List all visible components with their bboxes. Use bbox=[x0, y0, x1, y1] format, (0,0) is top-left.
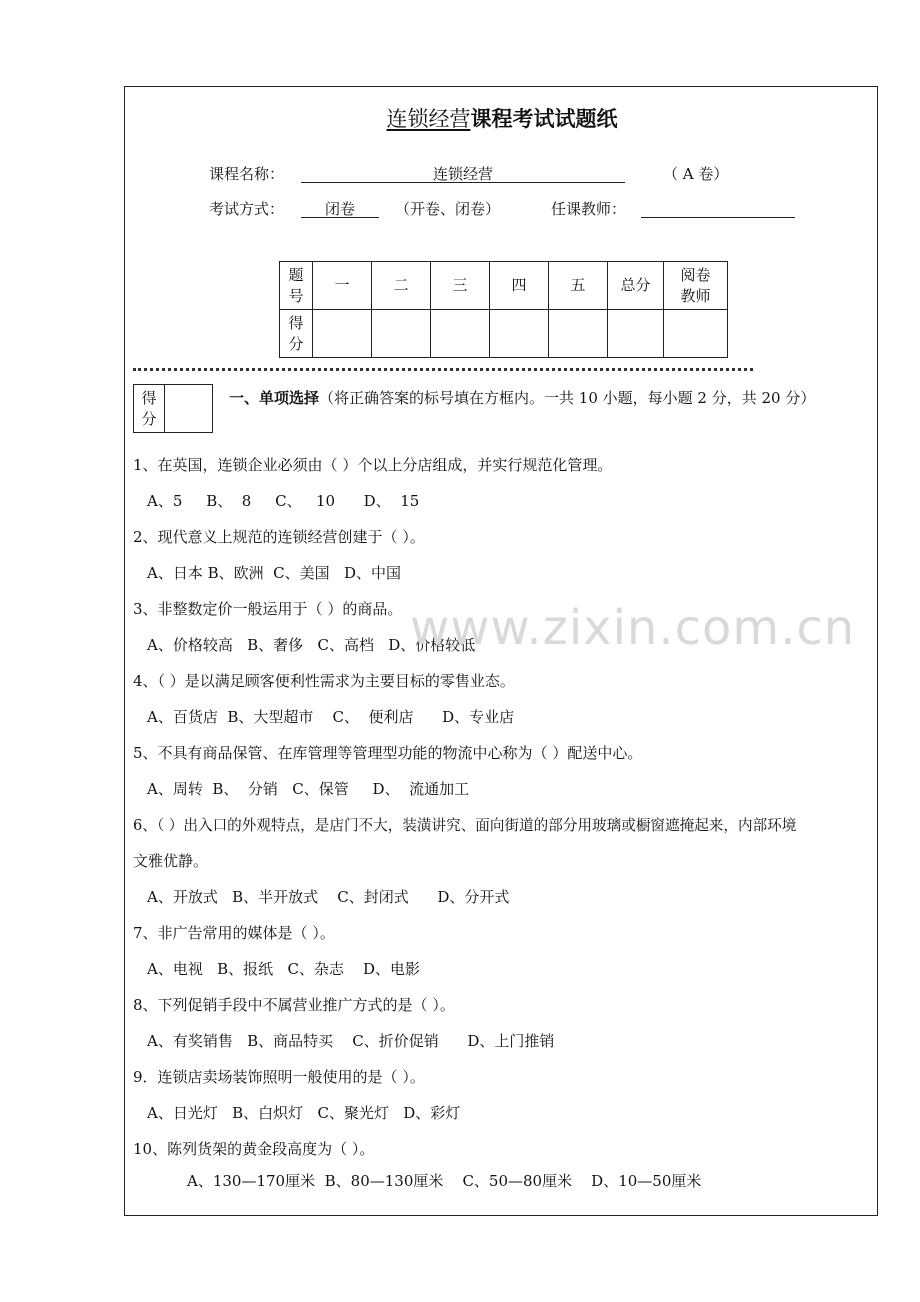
page-title bbox=[125, 103, 879, 133]
score-cell-4[interactable] bbox=[490, 310, 549, 358]
dotted-separator bbox=[133, 368, 753, 371]
section1-title: 一、单项选择 bbox=[229, 389, 320, 407]
exam-mode-field bbox=[301, 198, 379, 218]
question-3-options: A、价格较高 B、奢侈 C、高档 D、价格较低 bbox=[147, 636, 476, 654]
question-9: 9．连锁店卖场装饰照明一般使用的是（ ）。 bbox=[133, 1068, 425, 1086]
score-table bbox=[279, 261, 728, 358]
section1-score-cell[interactable] bbox=[165, 385, 213, 433]
title-course-name: 连锁经营 bbox=[386, 107, 471, 131]
exam-mode-value: 闭卷 bbox=[324, 200, 355, 218]
score-cell-1[interactable] bbox=[313, 310, 372, 358]
score-cell-5[interactable] bbox=[549, 310, 608, 358]
teacher-field bbox=[641, 198, 795, 218]
question-1: 1、在英国，连锁企业必须由（ ）个以上分店组成，并实行规范化管理。 bbox=[133, 456, 613, 474]
header-cell-total: 总分 bbox=[608, 262, 664, 310]
header-cell-reviewer: 阅卷 教师 bbox=[664, 262, 728, 310]
question-8: 8、下列促销手段中不属营业推广方式的是（ ）。 bbox=[133, 996, 455, 1014]
teacher-label: 任课教师： bbox=[551, 200, 627, 218]
question-6: 6、（ ）出入口的外观特点，是店门不大，装潢讲究、面向街道的部分用玻璃或橱窗遮掩起来，内部环境 bbox=[133, 817, 797, 834]
question-9-options: A、日光灯 B、白炽灯 C、聚光灯 D、彩灯 bbox=[147, 1104, 461, 1122]
question-2-options: A、日本 B、欧洲 C、美国 D、中国 bbox=[147, 564, 401, 582]
question-6-continued: 文雅优静。 bbox=[133, 852, 209, 870]
question-2: 2、现代意义上规范的连锁经营创建于（ ）。 bbox=[133, 528, 425, 546]
course-name-field bbox=[301, 163, 625, 183]
score-table-score-row bbox=[280, 310, 728, 358]
course-name-label: 课程名称： bbox=[209, 165, 285, 183]
question-6-options: A、开放式 B、半开放式 C、封闭式 D、分开式 bbox=[147, 888, 510, 906]
question-8-options: A、有奖销售 B、商品特买 C、折价促销 D、上门推销 bbox=[147, 1032, 555, 1050]
question-7: 7、非广告常用的媒体是（ ）。 bbox=[133, 924, 335, 942]
question-4: 4、（ ）是以满足顾客便利性需求为主要目标的零售业态。 bbox=[133, 672, 515, 690]
header-cell-3: 三 bbox=[431, 262, 490, 310]
question-1-options: A、5 B、 8 C、 10 D、 15 bbox=[147, 492, 420, 510]
score-cell-total[interactable] bbox=[608, 310, 664, 358]
score-cell-2[interactable] bbox=[372, 310, 431, 358]
title-suffix: 课程考试试题纸 bbox=[470, 106, 618, 131]
header-cell-2: 二 bbox=[372, 262, 431, 310]
paper-version: （ A 卷） bbox=[663, 165, 729, 183]
course-name-value: 连锁经营 bbox=[432, 165, 493, 183]
question-7-options: A、电视 B、报纸 C、杂志 D、电影 bbox=[147, 960, 421, 978]
score-cell-reviewer[interactable] bbox=[664, 310, 728, 358]
question-4-options: A、百货店 B、大型超市 C、 便利店 D、专业店 bbox=[147, 708, 515, 726]
exam-mode-label: 考试方式： bbox=[209, 200, 285, 218]
section1-heading bbox=[229, 387, 815, 408]
section1-score-label: 得 分 bbox=[134, 385, 165, 433]
score-table-header-row bbox=[280, 262, 728, 310]
section1-instructions: （将正确答案的标号填在方框内。一共 10 小题，每小题 2 分，共 20 分） bbox=[319, 389, 816, 407]
question-3: 3、非整数定价一般运用于（ ）的商品。 bbox=[133, 600, 403, 618]
question-5: 5、不具有商品保管、在库管理等管理型功能的物流中心称为（ ）配送中心。 bbox=[133, 744, 643, 762]
section1-score-box bbox=[133, 384, 213, 433]
exam-mode-options: （开卷、闭卷） bbox=[395, 200, 501, 218]
header-cell-5: 五 bbox=[549, 262, 608, 310]
score-row-label: 得 分 bbox=[280, 310, 313, 358]
header-cell-1: 一 bbox=[313, 262, 372, 310]
header-cell-4: 四 bbox=[490, 262, 549, 310]
question-10: 10、陈列货架的黄金段高度为（ ）。 bbox=[133, 1140, 375, 1158]
watermark-logo: www.zixin.com.cn bbox=[410, 600, 856, 656]
header-cell-question-no: 题 号 bbox=[280, 262, 313, 310]
question-5-options: A、周转 B、 分销 C、保管 D、 流通加工 bbox=[147, 780, 470, 798]
score-cell-3[interactable] bbox=[431, 310, 490, 358]
question-10-options: A、130—170厘米 B、80—130厘米 C、50—80厘米 D、10—50厘米 bbox=[187, 1172, 702, 1190]
